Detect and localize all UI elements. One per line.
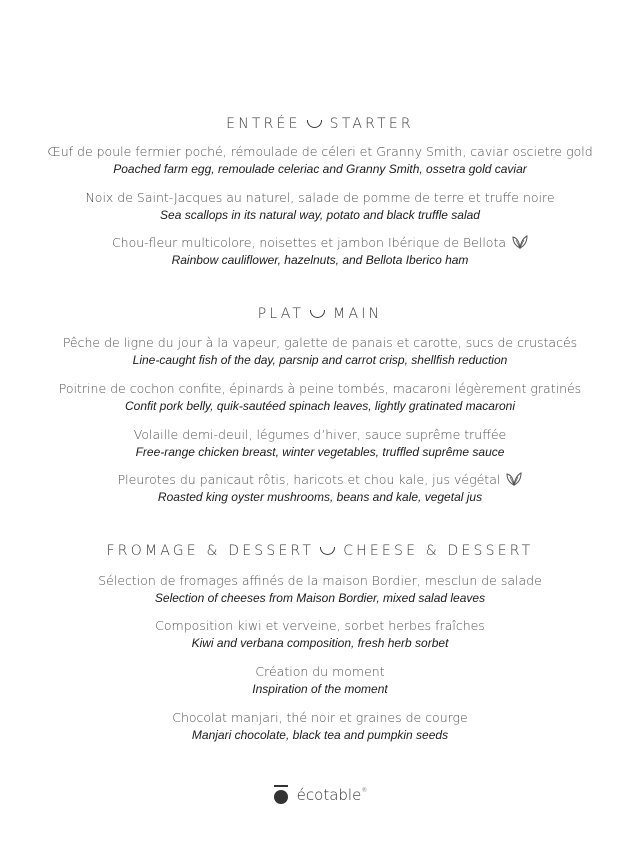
section-title-en: STARTER — [329, 116, 414, 132]
dish-name-fr-line — [0, 234, 640, 252]
brand-logo — [0, 784, 640, 805]
separator-icon — [307, 120, 322, 128]
dish-name-fr: Sélection de fromages affinés de la maison Bordier, mesclun de salade — [98, 573, 542, 588]
section-title-fr: ENTRÉE — [226, 116, 301, 132]
menu-item — [0, 709, 640, 744]
dish-name-en: Kiwi and verbana composition, fresh herb sorbet — [191, 636, 449, 650]
dish-name-fr-line — [0, 471, 640, 489]
dish-name-en: Line-caught fish of the day, parsnip and carrot crisp, shellfish reduction — [132, 353, 508, 367]
separator-icon — [310, 310, 325, 318]
dish-name-fr: Chou-fleur multicolore, noisettes et jambon Ibérique de Bellota — [111, 235, 507, 250]
menu-item — [0, 426, 640, 461]
brand-name — [297, 786, 368, 804]
section-title-cheese-dessert — [0, 543, 640, 559]
dish-name-fr: Volaille demi-deuil, légumes d’hiver, sauce suprême truffée — [133, 427, 507, 442]
brand-text: écotable — [296, 785, 362, 804]
menu-item — [0, 380, 640, 415]
menu-item — [0, 334, 640, 369]
separator-icon — [320, 547, 335, 555]
section-title-en: MAIN — [333, 306, 383, 322]
dish-name-en: Manjari chocolate, black tea and pumpkin seeds — [191, 728, 449, 742]
dish-name-en: Poached farm egg, remoulade celeriac and Granny Smith, ossetra gold caviar — [113, 162, 527, 176]
menu-item — [0, 471, 640, 506]
dish-name-fr: Composition kiwi et verveine, sorbet herbes fraîches — [155, 618, 485, 633]
dish-name-fr: Chocolat manjari, thé noir et graines de courge — [172, 710, 468, 725]
section-title-starter — [0, 116, 640, 132]
dish-name-en: Selection of cheeses from Maison Bordier, mixed salad leaves — [154, 591, 486, 605]
dish-name-en: Sea scallops in its natural way, potato and black truffle salad — [160, 208, 480, 222]
section-title-fr: FROMAGE & DESSERT — [106, 543, 315, 559]
ecotable-logo-icon — [273, 785, 289, 805]
menu-item — [0, 234, 640, 269]
menu-item — [0, 663, 640, 698]
dish-name-en: Rainbow cauliflower, hazelnuts, and Bellota Iberico ham — [171, 253, 469, 267]
section-title-main — [0, 306, 640, 322]
leaf-icon — [512, 235, 528, 249]
dish-name-fr: Création du moment — [255, 664, 385, 679]
menu-item — [0, 572, 640, 607]
section-title-fr: PLAT — [257, 306, 305, 322]
dish-name-fr: Pêche de ligne du jour à la vapeur, galette de panais et carotte, sucs de crustacés — [62, 335, 578, 350]
dish-name-en: Free-range chicken breast, winter vegetables, truffled suprême sauce — [135, 445, 505, 459]
dish-name-en: Confit pork belly, quik-sautéed spinach leaves, lightly gratinated macaroni — [125, 399, 515, 413]
dish-name-en: Roasted king oyster mushrooms, beans and kale, vegetal jus — [157, 490, 483, 504]
menu-item — [0, 189, 640, 224]
dish-name-fr: Œuf de poule fermier poché, rémoulade de céleri et Granny Smith, caviar oscietre gold — [47, 144, 593, 159]
dish-name-fr: Poitrine de cochon confite, épinards à peine tombés, macaroni légèrement gratinés — [58, 381, 582, 396]
dish-name-fr: Noix de Saint-Jacques au naturel, salade de pomme de terre et truffe noire — [85, 190, 555, 205]
dish-name-en: Inspiration of the moment — [252, 682, 388, 696]
menu-item — [0, 617, 640, 652]
menu-item — [0, 143, 640, 178]
section-title-en: CHEESE & DESSERT — [343, 543, 534, 559]
dish-name-fr: Pleurotes du panicaut rôtis, haricots et chou kale, jus végétal — [117, 472, 501, 487]
leaf-icon — [506, 472, 522, 486]
trademark-symbol: ® — [361, 786, 368, 794]
